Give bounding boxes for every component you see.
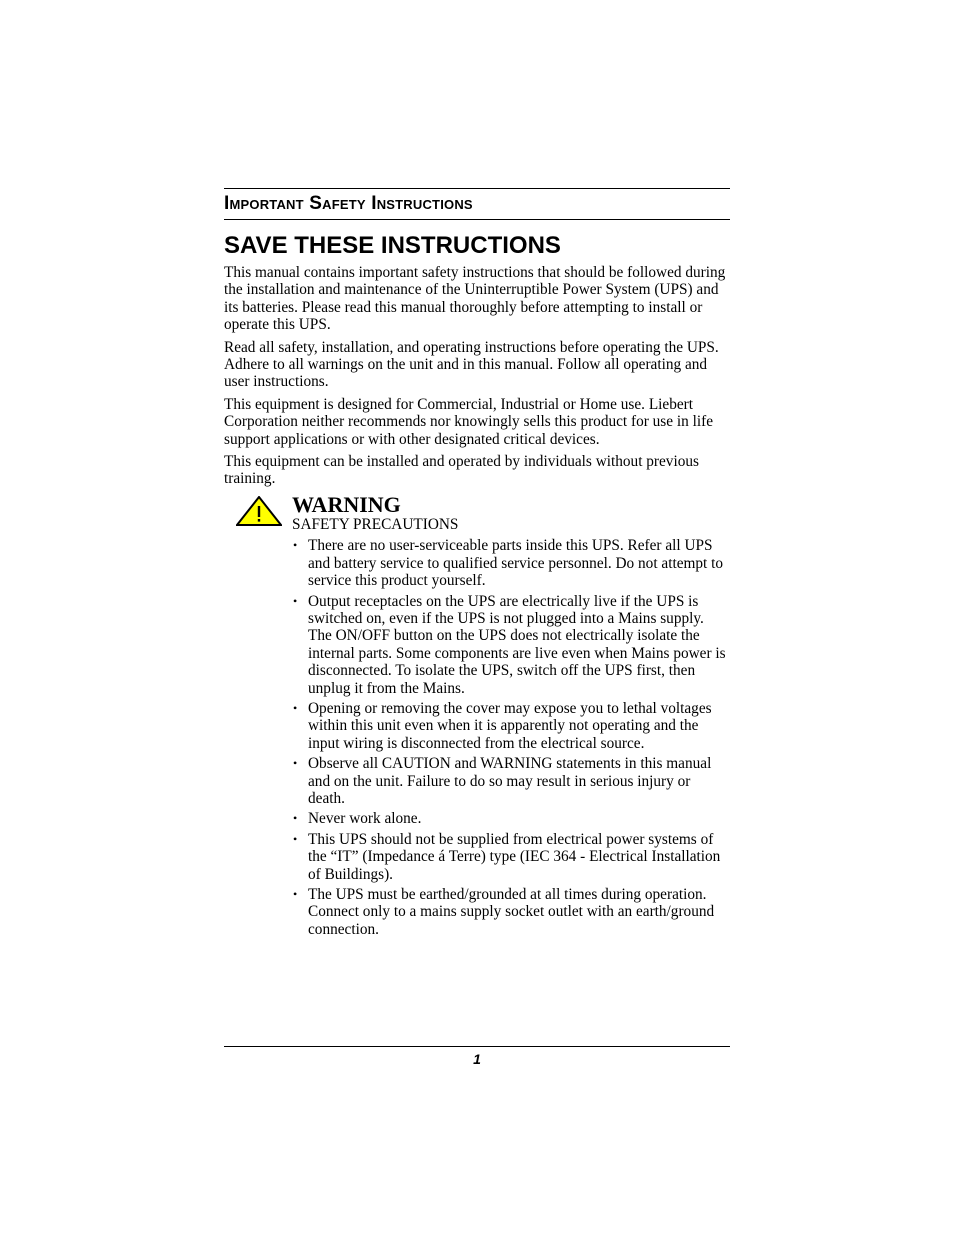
section-rule (224, 219, 730, 220)
bullet-icon: • (293, 831, 298, 846)
list-item: • Output receptacles on the UPS are electrically live if the UPS is switched on, even if the UPS is not plugged into a Mains supply. The ON/OFF button on the UPS does not electrically isolate the internal parts. Some components are live even when Mains power is disconnected. To isolate the UPS, switch off the UPS first, then unplug it from the Mains. (293, 592, 726, 697)
warning-block (224, 491, 730, 938)
page-title: SAVE THESE INSTRUCTIONS (224, 232, 561, 259)
page-number: 1 (473, 1051, 481, 1067)
training-paragraph: This equipment can be installed and operated by individuals without previous training. (224, 453, 699, 488)
section-title: Important Safety Instructions (224, 193, 473, 214)
bullet-icon: • (293, 756, 298, 771)
list-item: • The UPS must be earthed/grounded at all times during operation. Connect only to a mains supply socket outlet with an earth/ground connection. (293, 886, 715, 938)
bullet-icon: • (293, 887, 298, 901)
read-instructions-paragraph: Read all safety, installation, and operating instructions before operating the UPS. Adhere to all warnings on the unit and in this manual. Follow all operating and user instructions. (224, 338, 719, 391)
list-item: • Opening or removing the cover may expose you to lethal voltages within this unit even when it is apparently not operating and the input wiring is disconnected from the electrical source. (293, 699, 712, 752)
bullet-icon: • (293, 811, 298, 826)
warning-triangle-icon (236, 496, 282, 526)
document-body (224, 188, 730, 941)
bullet-icon: • (293, 700, 298, 715)
safety-precautions-list (224, 537, 730, 938)
footer-rule (224, 1046, 730, 1047)
page-footer (224, 1046, 730, 1067)
warning-subheading: SAFETY PRECAUTIONS (292, 515, 459, 533)
bullet-icon: • (293, 593, 298, 608)
list-item: • Never work alone. (293, 810, 422, 828)
intro-paragraph: This manual contains important safety instructions that should be followed during the installation and maintenance of the Uninterruptible Power System (UPS) and its batteries. Please read this manual thoroughly before attempting to install or operate this UPS. (224, 264, 726, 334)
intended-use-paragraph: This equipment is designed for Commercial, Industrial or Home use. Liebert Corporation neither recommends nor knowingly sells this product for use in life support applications or with other designated critical devices. (224, 395, 713, 448)
list-item: • This UPS should not be supplied from electrical power systems of the “IT” (Impedance á Terre) type (IEC 364 - Electrical Installation of Buildings). (293, 830, 721, 883)
list-item: • Observe all CAUTION and WARNING statements in this manual and on the unit. Failure to do so may result in serious injury or death. (293, 755, 712, 807)
warning-heading: WARNING (292, 491, 401, 517)
list-item: • There are no user-serviceable parts inside this UPS. Refer all UPS and battery service to qualified service personnel. Do not attempt to service this product yourself. (293, 537, 724, 590)
bullet-icon: • (293, 538, 298, 553)
